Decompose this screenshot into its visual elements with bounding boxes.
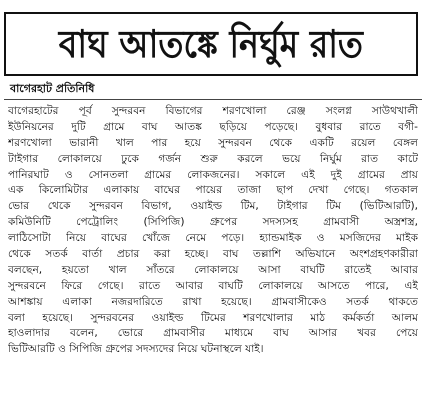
body-line: লাঠিসোটা নিয়ে বাঘের খোঁজে নেমে পড়ে। হ্যান্ডমাইক ও মসজিদের মাইক xyxy=(8,232,418,245)
body-line: থেকে সতর্ক বার্তা প্রচার করা হচ্ছে। বাঘ তল্লাশি অভিযানে অংশগ্রহণকারীরা xyxy=(8,248,418,261)
body-line: বলা হয়েছে। সুন্দরবনের ওয়াইল্ড টিমের শরণখোলার মাঠ কর্মকর্তা আলম xyxy=(8,311,418,324)
body-line: আশঙ্কায় এলাকা নজরদারিতে রাখা হয়েছে। গ্রামবাসীকেও সতর্ক থাকতে xyxy=(8,295,418,308)
body-line: হাওলাদার বলেন, ভোরে গ্রামবাসীর মাধ্যমে বাঘ আসার খবর পেয়ে xyxy=(8,327,418,340)
body-line: এক কিলোমিটার এলাকায় বাঘের পায়ের তাজা ছাপ দেখা গেছে। গতকাল xyxy=(8,184,418,197)
article-body xyxy=(8,104,418,358)
body-line: বাগেরহাটের পূর্ব সুন্দরবন বিভাগের শরণখোলা রেঞ্জ সংলগ্ন সাউথখালী xyxy=(8,105,418,117)
body-line: কমিউনিটি পেট্রোলিং (সিপিজি) গ্রুপের সদস্যসহ গ্রামবাসী অস্ত্রশস্ত্র, xyxy=(8,216,418,229)
body-line: শরণখোলা ভারানী খাল পার হয়ে সুন্দরবন থেকে একটি রয়েল বেঙ্গল xyxy=(8,136,418,149)
body-line: ভোর থেকে সুন্দরবন বিভাগ, ওয়াইল্ড টিম, টাইগার টিম (ভিটিআরটি), xyxy=(8,200,418,213)
body-line: পানিরঘাট ও সোনতলা গ্রামের লোকজনের। সকালে এই দুই গ্রামের প্রায় xyxy=(8,168,418,181)
top-cropped-strip xyxy=(0,0,426,10)
article-headline: বাঘ আতঙ্কে নির্ঘুম রাত xyxy=(58,21,364,66)
body-line: সুন্দরবনে ফিরে গেছে। রাতে আবার বাঘটি লোকালয়ে আসতে পারে, এই xyxy=(8,279,418,292)
body-line: ভিটিআরটি ও সিপিজি গ্রুপের সদস্যদের নিয়ে ঘটনাস্থলে যাই। xyxy=(8,343,264,356)
body-line: ইউনিয়নের দুটি গ্রামে বাঘ আতঙ্ক ছড়িয়ে পড়েছে। বুধবার রাতে বগী- xyxy=(8,120,418,133)
headline-box xyxy=(4,12,418,76)
body-line: বলছেন, হয়তো খাল সাঁতরে লোকালয়ে আসা বাঘটি রাতেই আবার xyxy=(8,263,418,276)
article-byline: বাগেরহাট প্রতিনিধি xyxy=(10,82,95,95)
body-line: টাইগার লোকালয়ে ঢুকে গর্জন শুরু করলে ভয়ে নির্ঘুম রাত কাটে xyxy=(8,152,418,165)
byline-divider xyxy=(4,99,422,100)
